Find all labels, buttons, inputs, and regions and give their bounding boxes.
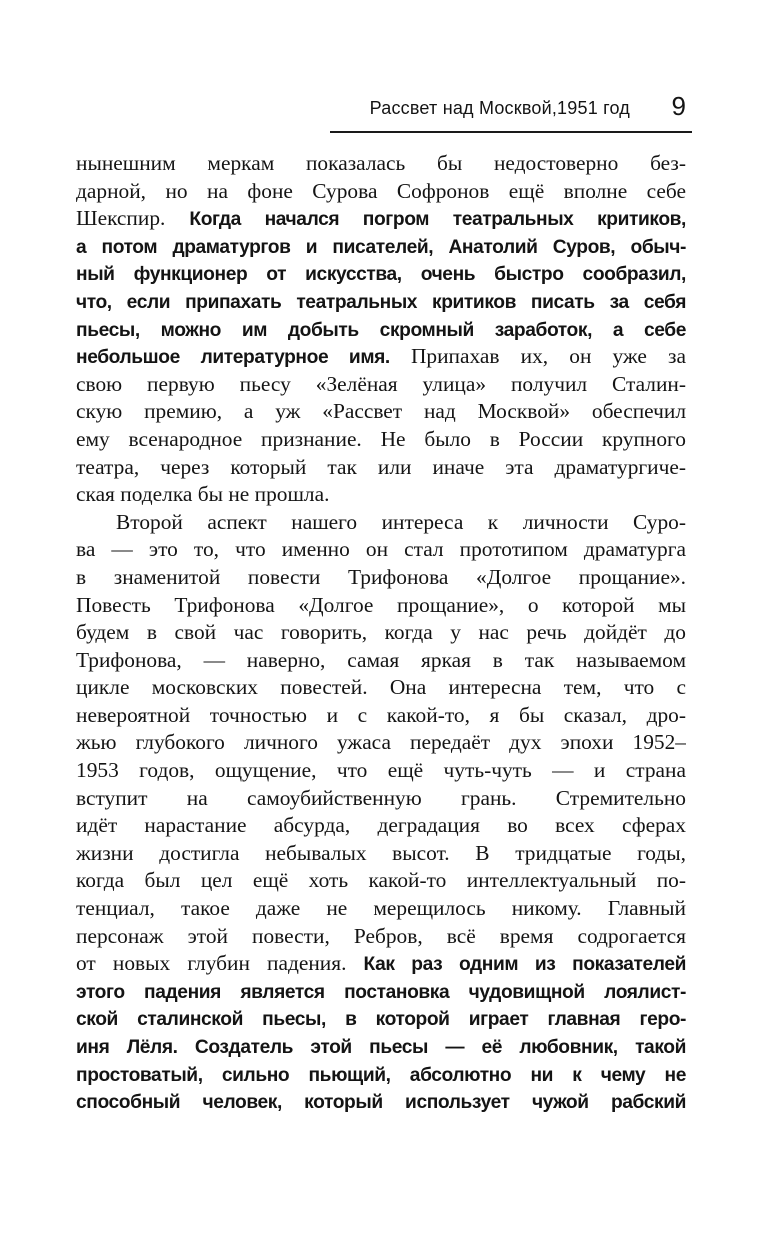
text-line	[76, 316, 686, 344]
bold-text-segment: Как раз одним из показателей	[363, 954, 686, 976]
text-line	[76, 233, 686, 261]
text-line	[76, 592, 686, 620]
text-segment: жизни достигла небывалых высот. В тридцатые годы,	[76, 840, 686, 865]
text-line	[76, 509, 686, 537]
text-segment: будем в свой час говорить, когда у нас речь дойдёт до	[76, 620, 686, 645]
text-segment: Второй аспект нашего интереса к личности Суро-	[116, 509, 686, 534]
text-segment: Шекспир.	[76, 206, 190, 231]
text-line	[76, 1088, 686, 1116]
text-segment: Трифонова, — наверно, самая яркая в так называемом	[76, 647, 686, 672]
text-segment: свою первую пьесу «Зелёная улица» получил Сталин-	[76, 371, 686, 396]
text-segment: в знаменитой повести Трифонова «Долгое прощание».	[76, 564, 686, 589]
text-line	[76, 895, 686, 923]
bold-text-segment: Когда начался погром театральных критиков,	[189, 209, 686, 231]
text-line	[76, 950, 686, 978]
text-segment: скую премию, а уж «Рассвет над Москвой» обеспечил	[76, 399, 686, 424]
text-segment: Припахав их, он уже за	[389, 344, 686, 369]
text-line	[76, 1061, 686, 1089]
text-segment: невероятной точностью и с какой-то, я бы сказал, дро-	[76, 702, 686, 727]
text-line	[76, 564, 686, 592]
bold-text-segment: ской сталинской пьесы, в которой играет главная геро-	[76, 1009, 686, 1031]
header-rule	[330, 131, 692, 133]
bold-text-segment: небольшое литературное имя.	[76, 347, 390, 369]
text-line	[76, 647, 686, 675]
text-segment: 1953 годов, ощущение, что ещё чуть-чуть — и страна	[76, 758, 686, 783]
text-line	[76, 729, 686, 757]
text-line	[76, 702, 686, 730]
bold-text-segment: пьесы, можно им добыть скромный заработок, а себе	[76, 319, 686, 341]
header-title: Рассвет над Москвой,1951 год	[369, 98, 630, 118]
text-segment: дарной, но на фоне Сурова Софронов ещё вполне себе	[76, 178, 686, 203]
bold-text-segment: что, если припахать театральных критиков писать за себя	[76, 291, 686, 313]
text-segment: Повесть Трифонова «Долгое прощание», о которой мы	[76, 592, 686, 617]
text-segment: ва — это то, что именно он стал прототипом драматурга	[76, 537, 686, 562]
text-line	[76, 454, 686, 482]
text-line	[76, 398, 686, 426]
text-line	[76, 205, 686, 233]
body-text	[76, 150, 686, 1116]
text-line	[76, 923, 686, 951]
text-segment: ская поделка бы не прошла.	[76, 482, 330, 507]
text-segment: жью глубокого личного ужаса передаёт дух эпохи 1952–	[76, 730, 686, 755]
text-line	[76, 674, 686, 702]
text-line	[76, 1033, 686, 1061]
text-line	[76, 371, 686, 399]
text-segment: когда был цел ещё хоть какой-то интеллектуальный по-	[76, 868, 686, 893]
text-segment: вступит на самоубийственную грань. Стремительно	[76, 785, 686, 810]
text-line	[76, 536, 686, 564]
text-line	[76, 785, 686, 813]
text-line	[76, 150, 686, 178]
text-line	[76, 178, 686, 206]
text-line	[76, 343, 686, 371]
text-line	[76, 260, 686, 288]
text-line	[76, 757, 686, 785]
text-segment: цикле московских повестей. Она интересна тем, что с	[76, 675, 686, 700]
bold-text-segment: иня Лёля. Создатель этой пьесы — её любовник, такой	[76, 1037, 686, 1058]
text-line	[76, 1005, 686, 1033]
text-segment: персонаж этой повести, Ребров, всё время содрогается	[76, 923, 686, 948]
text-segment: тенциал, такое даже не мерещилось никому. Главный	[76, 896, 686, 921]
text-line	[76, 619, 686, 647]
running-header	[330, 92, 692, 124]
bold-text-segment: способный человек, который использует чужой рабский	[76, 1092, 686, 1114]
text-line	[76, 812, 686, 840]
text-line	[76, 426, 686, 454]
bold-text-segment: простоватый, сильно пьющий, абсолютно ни к чему не	[76, 1064, 686, 1086]
text-line	[76, 481, 686, 509]
bold-text-segment: этого падения является постановка чудовищной лоялист-	[76, 981, 686, 1003]
text-segment: идёт нарастание абсурда, деградация во всех сферах	[76, 813, 686, 838]
text-line	[76, 978, 686, 1006]
page-number: 9	[671, 91, 686, 121]
text-segment: от новых глубин падения.	[76, 951, 364, 976]
text-segment: театра, через который так или иначе эта драматургиче-	[76, 454, 686, 479]
text-segment: нынешним меркам показалась бы недостоверно без-	[76, 151, 686, 175]
text-line	[76, 288, 686, 316]
text-line	[76, 840, 686, 868]
bold-text-segment: а потом драматургов и писателей, Анатолий Суров, обыч-	[76, 236, 686, 258]
text-line	[76, 867, 686, 895]
bold-text-segment: ный функционер от искусства, очень быстро сообразил,	[76, 264, 686, 286]
text-segment: ему всенародное признание. Не было в России крупного	[76, 426, 686, 451]
